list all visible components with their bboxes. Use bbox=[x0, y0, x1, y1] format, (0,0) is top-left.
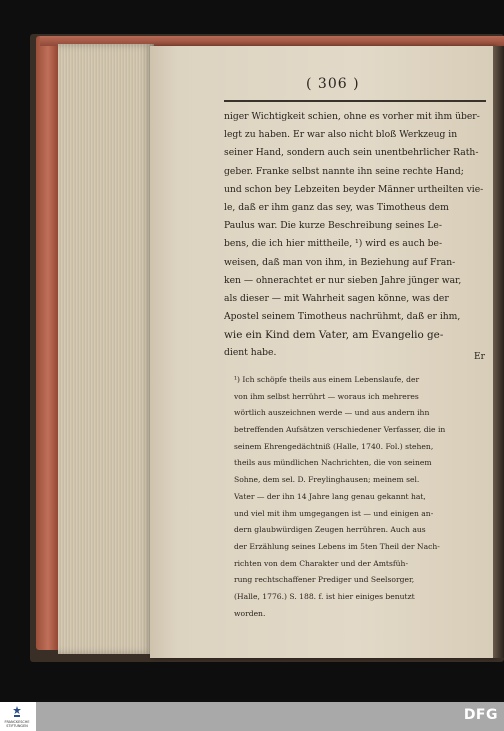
footnote bbox=[234, 372, 492, 622]
footnote-line: von ihm selbst herrührt — woraus ich mehreres bbox=[234, 391, 419, 401]
footnote-line: rung rechtschaffener Prediger und Seelsorger, bbox=[234, 575, 415, 585]
text-line: niger Wichtigkeit schien, ohne es vorher mit ihm über- bbox=[224, 111, 480, 122]
header-rule bbox=[224, 100, 486, 102]
page-block-edges bbox=[58, 44, 154, 654]
footnote-line: der Erzählung seines Lebens im 5ten Theil der Nach- bbox=[234, 541, 440, 551]
franckesche-stiftungen-logo-icon bbox=[12, 706, 22, 718]
catchword: Er bbox=[474, 352, 485, 362]
text-line: seiner Hand, sondern auch sein unentbehrlicher Rath- bbox=[224, 147, 479, 159]
footnote-line: richten von dem Charakter und der Amtsfüh- bbox=[234, 558, 409, 568]
text-line: als dieser — mit Wahrheit sagen könne, was der bbox=[224, 292, 449, 304]
text-line: Apostel seinem Timotheus nachrühmt, daß er ihm, bbox=[224, 311, 461, 323]
footnote-line: theils aus mündlichen Nachrichten, die von seinem bbox=[234, 458, 432, 468]
text-line: le, daß er ihm ganz das sey, was Timotheus dem bbox=[224, 201, 449, 213]
footnote-line: Sohne, dem sel. D. Freylinghausen; meinem sel. bbox=[234, 475, 420, 485]
book-cover-spine bbox=[36, 36, 60, 650]
text-line: und schon bey Lebzeiten beyder Männer urtheilten vie- bbox=[224, 183, 484, 195]
library-name-line1: FRANCKESCHE bbox=[4, 720, 30, 724]
text-line: dient habe. bbox=[224, 347, 277, 359]
dfg-logo[interactable]: DFG bbox=[463, 707, 498, 723]
footnote-line: ¹) Ich schöpfe theils aus einem Lebenslaufe, der bbox=[234, 375, 420, 384]
footnote-line: dern glaubwürdigen Zeugen herrühren. Auch aus bbox=[234, 525, 426, 535]
library-name-line2: STIFTUNGEN bbox=[6, 724, 28, 728]
main-text bbox=[224, 108, 490, 363]
text-line: legt zu haben. Er war also nicht bloß Werkzeug in bbox=[224, 129, 458, 141]
footnote-line: und viel mit ihm umgegangen ist — und einigen an- bbox=[234, 508, 434, 518]
page-number: ( 306 ) bbox=[306, 76, 360, 92]
footnote-line: wörtlich auszeichnen werde — und aus andern ihn bbox=[234, 408, 430, 418]
text-line: ken — ohnerachtet er nur sieben Jahre jünger war, bbox=[224, 274, 462, 286]
page-shadow-edge bbox=[493, 46, 504, 658]
text-line: geber. Franke selbst nannte ihn seine rechte Hand; bbox=[224, 165, 464, 177]
footnote-line: (Halle, 1776.) S. 188. f. ist hier einiges benutzt bbox=[234, 591, 415, 601]
footnote-line: worden. bbox=[234, 608, 266, 618]
text-line: Paulus war. Die kurze Beschreibung seines Le- bbox=[224, 220, 442, 232]
text-line: wie ein Kind dem Vater, am Evangelio ge- bbox=[224, 329, 444, 342]
footnote-line: Vater — der ihn 14 Jahre lang genau gekannt hat, bbox=[234, 491, 426, 501]
footer-gray-band bbox=[36, 702, 504, 731]
footnote-line: betreffenden Aufsätzen verschiedener Verfasser, die in bbox=[234, 425, 446, 435]
text-line: bens, die ich hier mittheile, ¹) wird es auch be- bbox=[224, 238, 443, 250]
text-line: weisen, daß man von ihm, in Beziehung auf Fran- bbox=[224, 256, 456, 268]
footnote-line: seinem Ehrengedächtniß (Halle, 1740. Fol.) stehen, bbox=[234, 441, 434, 451]
